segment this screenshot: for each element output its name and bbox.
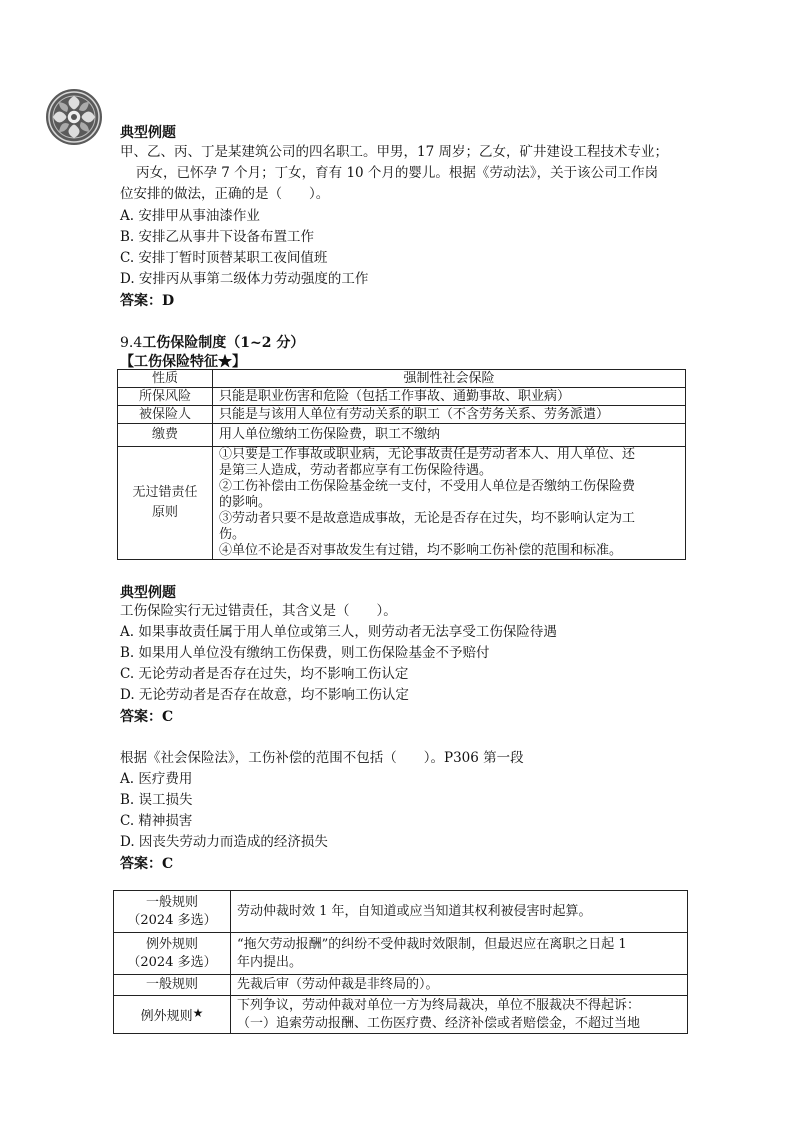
option-c: C. 无论劳动者是否存在过失，均不影响工伤认定 xyxy=(120,666,409,682)
option-a: A. 如果事故责任属于用人单位或第三人，则劳动者无法享受工伤保险待遇 xyxy=(120,624,557,640)
example-heading: 典型例题 xyxy=(120,125,176,141)
option-d: D. 无论劳动者是否存在故意，均不影响工伤认定 xyxy=(120,687,409,703)
question-stem: 根据《社会保险法》，工伤补偿的范围不包括（ ）。P306 第一段 xyxy=(120,750,524,766)
section-subtitle: 【工伤保险特征★】 xyxy=(120,354,246,370)
question-stem: 工伤保险实行无过错责任，其含义是（ ）。 xyxy=(120,603,397,619)
answer-label: 答案：C xyxy=(120,856,174,872)
table-row: 一般规则 （2024 多选） 劳动仲裁时效 1 年，自知道或应当知道其权利被侵害时起算。 xyxy=(114,891,688,933)
option-a: A. 医疗费用 xyxy=(120,771,193,787)
option-list xyxy=(120,622,557,706)
table-header-row: 性质 强制性社会保险 xyxy=(118,370,686,388)
option-d: D. 因丧失劳动力而造成的经济损失 xyxy=(120,834,328,850)
table-row: 一般规则 先裁后审（劳动仲裁是非终局的）。 xyxy=(114,975,688,996)
table-row: 被保险人 只能是与该用人单位有劳动关系的职工（不含劳务关系、劳务派遣） xyxy=(118,406,686,424)
option-list xyxy=(120,206,368,290)
answer-label: 答案：D xyxy=(120,293,175,309)
table-row: 缴费 用人单位缴纳工伤保险费，职工不缴纳 xyxy=(118,424,686,447)
table-row: 无过错责任 原则 ①只要是工作事故或职业病，无论事故责任是劳动者本人、用人单位、还 是第三人造成，劳动者都应享有工伤保险待遇。 ②工伤补偿由工伤保险基金统一支付，不受用人单位是否缴纳工伤保险费 的影响。 ③劳动者只要不是故意造成事故，无论是否存在过失，均不影响认定为工 伤。 ④单位不论是否对事故发生有过错，均不影响工伤补偿的范围和标准。 xyxy=(118,447,686,560)
table-row: 例外规则★ 下列争议，劳动仲裁对单位一方为终局裁决，单位不服裁决不得起诉： （一）追索劳动报酬、工伤医疗费、经济补偿或者赔偿金，不超过当地 xyxy=(114,996,688,1034)
option-d: D. 安排丙从事第二级体力劳动强度的工作 xyxy=(120,271,369,287)
decorative-logo xyxy=(45,88,103,146)
option-c: C. 安排丁暂时顶替某职工夜间值班 xyxy=(120,250,328,266)
star-icon: ★ xyxy=(192,1005,204,1020)
table-row: 例外规则 （2024 多选） “拖欠劳动报酬”的纠纷不受仲裁时效限制，但最迟应在离职之日起 1 年内提出。 xyxy=(114,933,688,975)
option-b: B. 安排乙从事井下设备布置工作 xyxy=(120,229,315,245)
question-stem: 甲、乙、丙、丁是某建筑公司的四名职工。甲男，17 周岁；乙女，矿井建设工程技术专业； 丙女，已怀孕 7 个月；丁女，育有 10 个月的婴儿。根据《劳动法》，关于该公司工作岗 位安排的做法，正确的是（ ）。 xyxy=(120,144,668,202)
answer-label: 答案：C xyxy=(120,709,174,725)
option-a: A. 安排甲从事油漆作业 xyxy=(120,208,260,224)
option-b: B. 如果用人单位没有缴纳工伤保费，则工伤保险基金不予赔付 xyxy=(120,645,490,661)
section-title: 9.4工伤保险制度（1~2 分） xyxy=(120,335,305,351)
example-heading: 典型例题 xyxy=(120,585,176,601)
insurance-features-table xyxy=(117,369,686,560)
option-c: C. 精神损害 xyxy=(120,813,193,829)
option-list xyxy=(120,769,328,853)
table-row: 所保风险 只能是职业伤害和危险（包括工作事故、通勤事故、职业病） xyxy=(118,388,686,406)
arbitration-rules-table xyxy=(113,890,688,1034)
option-b: B. 误工损失 xyxy=(120,792,193,808)
